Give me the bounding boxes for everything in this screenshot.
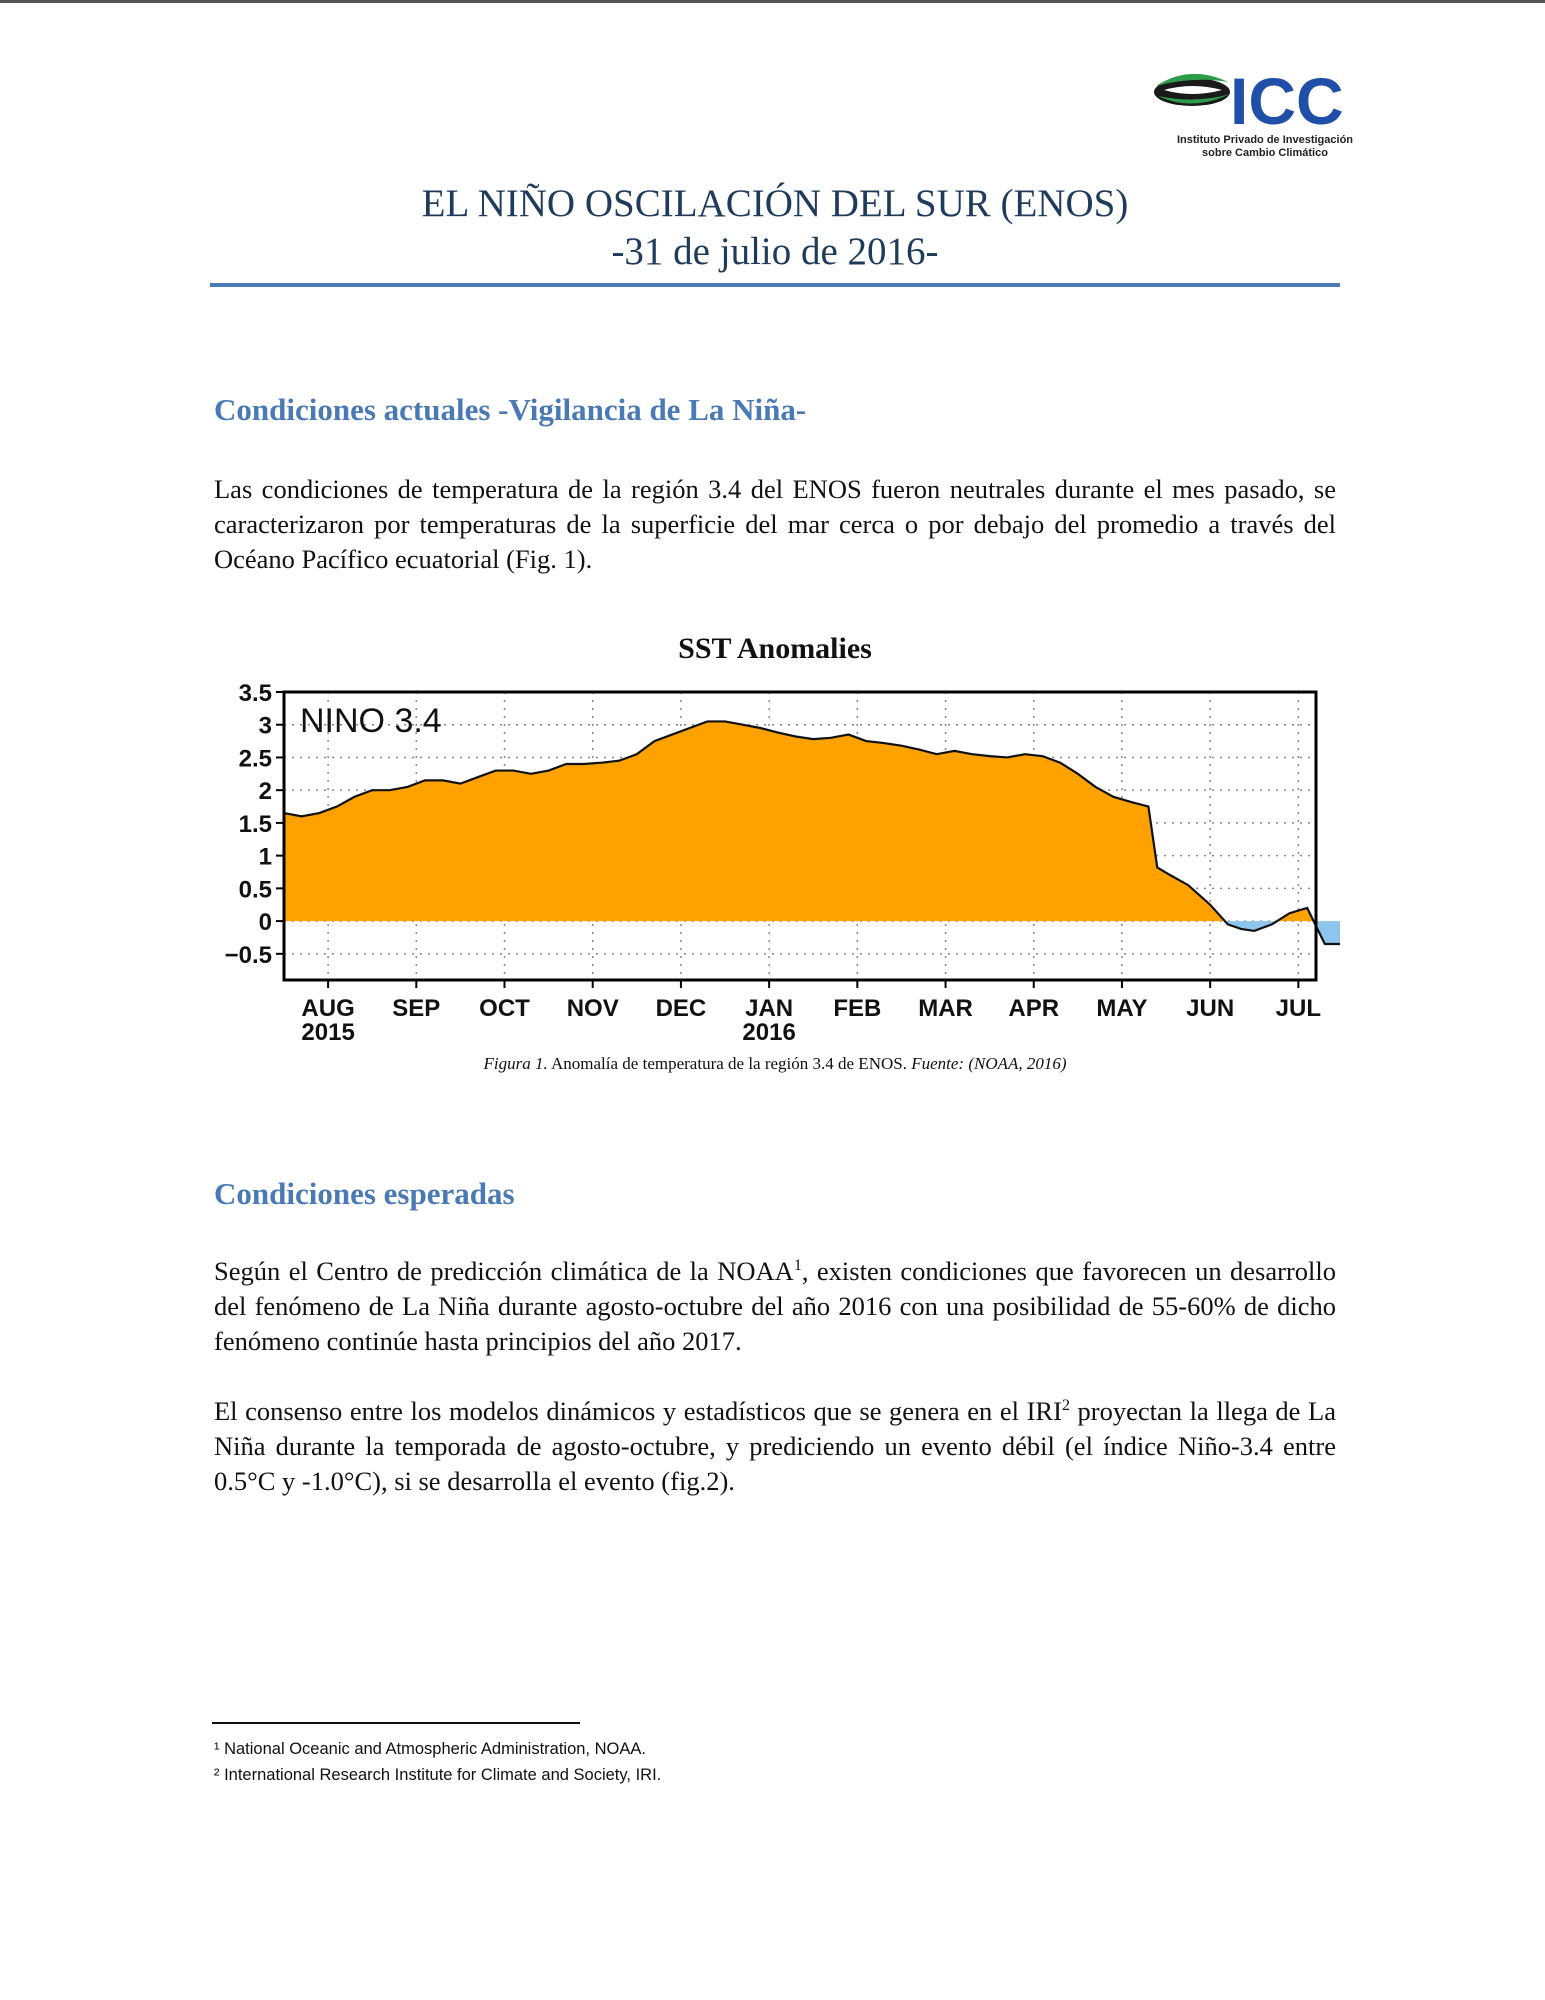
y-tick-label: 3	[258, 712, 272, 740]
x-tick-label: AUG	[301, 995, 355, 1022]
top-border	[0, 0, 1545, 3]
x-year-label: 2015	[301, 1019, 355, 1046]
x-tick-label: JUL	[1275, 995, 1322, 1022]
x-tick-label: NOV	[566, 995, 619, 1022]
title-date: -31 de julio de 2016-	[611, 230, 939, 273]
chart-title: SST Anomalies	[678, 632, 872, 665]
y-tick-label: −0.5	[224, 941, 272, 969]
x-tick-label: JUN	[1186, 995, 1235, 1022]
paragraph-noaa	[214, 1254, 1336, 1359]
section-heading-current: Condiciones actuales -Vigilancia de La Niña-	[214, 392, 807, 427]
caption-label: Figura 1.	[483, 1054, 548, 1073]
footnote-2: ² International Research Institute for Climate and Society, IRI.	[214, 1766, 662, 1784]
y-tick-label: 0	[258, 909, 272, 937]
x-tick-label: MAY	[1096, 995, 1148, 1022]
p2-text-a: El consenso entre los modelos dinámicos y estadísticos que se genera en el IRI	[214, 1396, 1062, 1426]
figure-caption	[214, 1054, 1336, 1074]
title-divider	[210, 283, 1340, 287]
caption-source: Fuente: (NOAA, 2016)	[911, 1054, 1067, 1073]
logo-letters: ICC	[1230, 64, 1344, 138]
chart-area	[284, 721, 1340, 948]
x-year-label: 2016	[742, 1019, 796, 1046]
y-tick-label: 2	[258, 778, 272, 806]
leaf-icon	[1154, 74, 1230, 106]
page-title	[210, 180, 1340, 276]
footnote-divider	[212, 1722, 580, 1724]
paragraph-iri	[214, 1394, 1336, 1499]
footnote-1: ¹ National Oceanic and Atmospheric Administration, NOAA.	[214, 1740, 646, 1758]
positive-anomaly-area	[284, 721, 1340, 921]
y-tick-label: 3.5	[238, 680, 272, 707]
section-heading-expected: Condiciones esperadas	[214, 1176, 515, 1211]
x-tick-label: OCT	[479, 995, 530, 1022]
negative-anomaly-area	[284, 921, 1340, 948]
x-tick-label: MAR	[918, 995, 973, 1022]
footnote-ref-2: 2	[1061, 1397, 1070, 1415]
p2-text-b: proyectan la llega de La Niña durante la temporada de agosto-octubre, y prediciendo un evento débil (el índice Niño-3.4 entre 0.5°C y -1.0°C), si se desarrolla el evento (fig.2).	[214, 1396, 1336, 1496]
title-main: EL NIÑO OSCILACIÓN DEL SUR (ENOS)	[421, 182, 1129, 225]
p1-text-b: , existen condiciones que favorecen un desarrollo del fenómeno de La Niña durante agosto-octubre del año 2016 con una posibilidad de 55-60% de dicho fenómeno continúe hasta principios del año 2017.	[214, 1256, 1336, 1356]
logo-tagline	[1150, 134, 1380, 160]
chart-annotation: NINO 3.4	[300, 702, 442, 740]
p1-text-a: Según el Centro de predicción climática de la NOAA	[214, 1256, 794, 1286]
x-tick-label: APR	[1008, 995, 1060, 1022]
logo-tagline-line2: sobre Cambio Climático	[1202, 147, 1328, 159]
x-tick-label: SEP	[392, 995, 441, 1022]
logo-tagline-line1: Instituto Privado de Investigación	[1176, 134, 1354, 146]
y-tick-label: 0.5	[238, 876, 272, 904]
y-tick-label: 2.5	[238, 745, 272, 773]
x-tick-label: FEB	[833, 995, 882, 1022]
x-tick-label: JAN	[745, 995, 794, 1022]
paragraph-current-conditions: Las condiciones de temperatura de la región 3.4 del ENOS fueron neutrales durante el mes pasado, se caracterizaron por temperaturas de la superficie del mar cerca o por debajo del promedio a través del Océano Pacífico ecuatorial (Fig. 1).	[214, 474, 1336, 574]
sst-anomalies-chart	[200, 676, 1340, 1046]
x-tick-label: DEC	[655, 995, 707, 1022]
footnote-ref-1: 1	[793, 1257, 802, 1275]
y-tick-label: 1.5	[238, 810, 272, 838]
y-tick-label: 1	[258, 843, 272, 871]
caption-text: Anomalía de temperatura de la región 3.4 de ENOS.	[551, 1054, 907, 1073]
